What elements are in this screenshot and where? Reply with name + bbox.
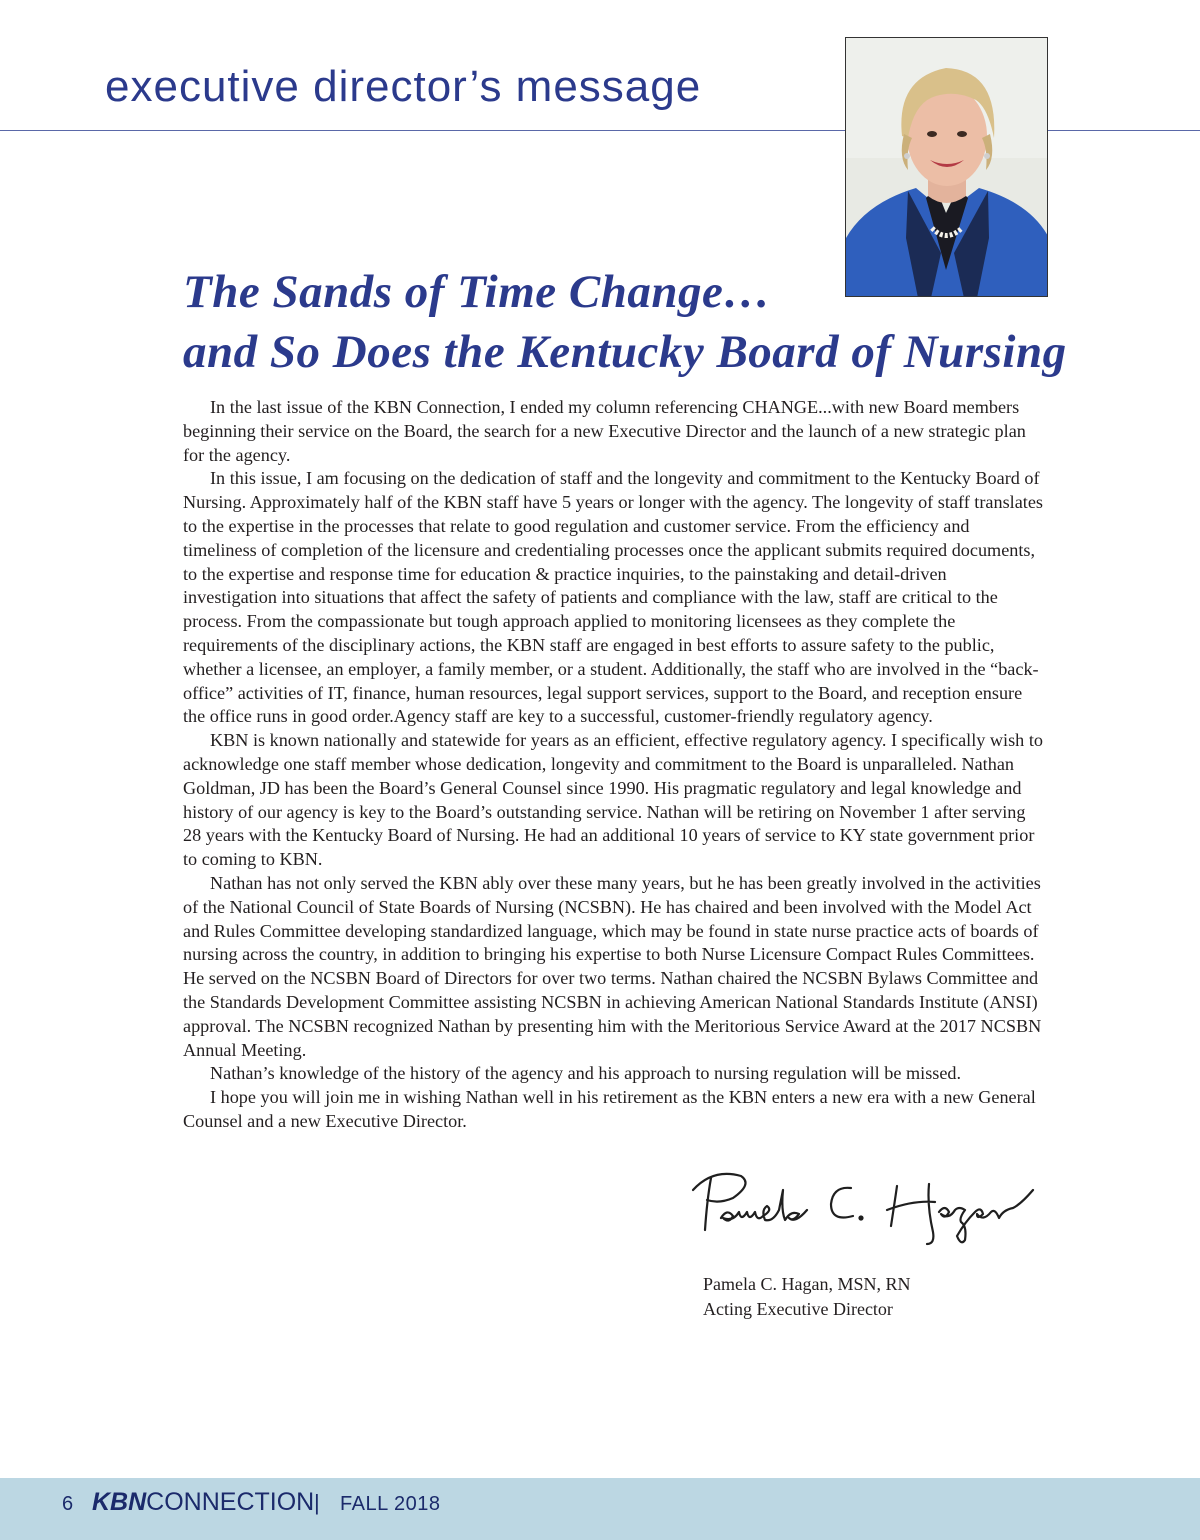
page-footer — [0, 1478, 1200, 1540]
page-number: 6 — [62, 1493, 74, 1515]
signature-block — [703, 1272, 910, 1322]
author-photo — [845, 37, 1048, 297]
paragraph: In the last issue of the KBN Connection, I ended my column referencing CHANGE...with new Board members beginning their service on the Board, the search for a new Executive Director and the launch of a new strategic plan for the agency. — [183, 397, 1026, 465]
brand-rest: CONNECTION — [146, 1488, 315, 1516]
header-rule-right — [1048, 130, 1200, 131]
paragraph: KBN is known nationally and statewide for years as an efficient, effective regulatory agency. I specifically wish to acknowledge one staff member whose dedication, longevity and commitment to the Board is unparalleled. Nathan Goldman, JD has been the Board’s General Counsel since 1990. His pragmatic regulatory and legal knowledge and history of our agency is key to the Board’s outstanding service. Nathan will be retiring on November 1 after serving 28 years with the Kentucky Board of Nursing. He had an additional 10 years of service to KY state government prior to coming to KBN. — [183, 730, 1043, 870]
article-body — [183, 396, 1043, 1134]
signer-name: Pamela C. Hagan, MSN, RN — [703, 1274, 911, 1294]
issue-label: FALL 2018 — [340, 1493, 441, 1515]
paragraph: In this issue, I am focusing on the dedication of staff and the longevity and commitment to the Kentucky Board of Nursing. Approximately half of the KBN staff have 5 years or longer with the agency. The longevity of staff translates to the expertise in the processes that relate to good regulation and customer service. From the efficiency and timeliness of completion of the licensure and credentialing processes once the applicant submits required documents, to the expertise and response time for education & practice inquiries, to the painstaking and detail-driven investigation into situations that affect the safety of patients and compliance with the law, staff are critical to the process. From the compassionate but tough approach applied to monitoring licensees as they complete the requirements of the disciplinary actions, the KBN staff are engaged in best efforts to assure safety to the public, whether a licensee, an employer, a family member, or a student. Additionally, the staff who are involved in the “back-office” activities of IT, finance, human resources, legal support services, support to the Board, and reception ensure the office runs in good order.Agency staff are key to a successful, customer-friendly regulatory agency. — [183, 468, 1043, 727]
headline-line-2: and So Does the Kentucky Board of Nursing — [183, 326, 1067, 378]
paragraph: I hope you will join me in wishing Nathan well in his retirement as the KBN enters a new era with a new General Counsel and a new Executive Director. — [183, 1087, 1036, 1131]
publication-logo — [92, 1488, 314, 1517]
handwritten-signature — [683, 1160, 1043, 1250]
brand-bold: KBN — [92, 1488, 147, 1516]
headline-line-1: The Sands of Time Change… — [183, 266, 771, 318]
footer-separator: | — [314, 1490, 320, 1515]
signer-title: Acting Executive Director — [703, 1299, 893, 1319]
paragraph: Nathan has not only served the KBN ably over these many years, but he has been greatly involved in the activities of the National Council of State Boards of Nursing (NCSBN). He has chaired and been involved with the Model Act and Rules Committee developing standardized language, which may be found in state nurse practice acts of boards of nursing across the country, in addition to bringing his expertise to both Nurse Licensure Compact Rules Committees. He served on the NCSBN Board of Directors for over two terms. Nathan chaired the NCSBN Bylaws Committee and the Standards Development Committee assisting NCSBN in achieving American National Standards Institute (ANSI) approval. The NCSBN recognized Nathan by presenting him with the Meritorious Service Award at the 2017 NCSBN Annual Meeting. — [183, 872, 1042, 1060]
header-rule-left — [0, 130, 845, 131]
article-headline — [183, 262, 1083, 382]
portrait-image — [846, 38, 1048, 297]
section-title: executive director’s message — [105, 62, 702, 111]
paragraph: Nathan’s knowledge of the history of the agency and his approach to nursing regulation will be missed. — [210, 1063, 962, 1084]
